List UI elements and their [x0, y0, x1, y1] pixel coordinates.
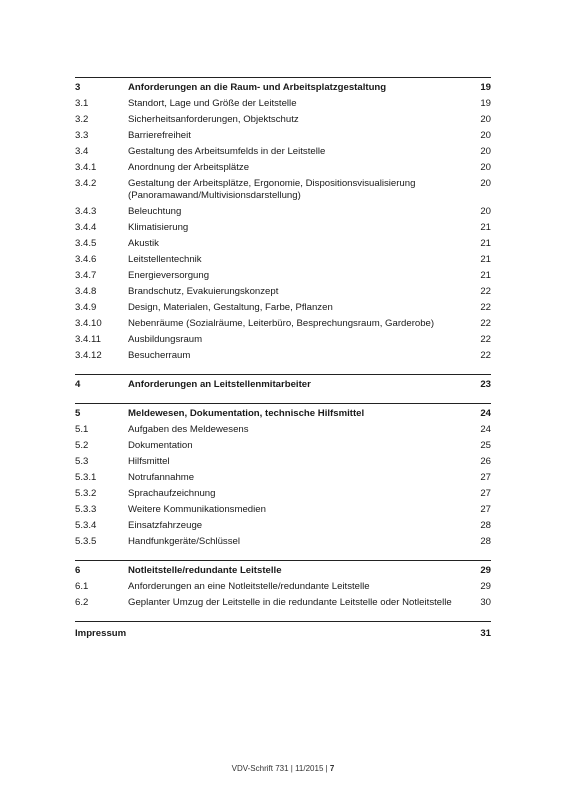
toc-title: Design, Materialen, Gestaltung, Farbe, Pflanzen — [128, 302, 333, 313]
toc-section-heading[interactable] — [75, 375, 491, 393]
toc-section-heading[interactable] — [75, 78, 491, 96]
impressum-title: Impressum — [75, 628, 127, 639]
toc-title: Barrierefreiheit — [128, 130, 191, 141]
toc-page-number: 21 — [480, 222, 491, 233]
toc-title: Sicherheitsanforderungen, Objektschutz — [128, 114, 299, 125]
toc-entry[interactable] — [75, 144, 491, 160]
toc-entry[interactable] — [75, 112, 491, 128]
toc-entry[interactable] — [75, 534, 491, 550]
toc-title: Akustik — [128, 238, 159, 249]
toc-page-number: 23 — [480, 379, 491, 390]
toc-entry[interactable] — [75, 160, 491, 176]
toc-entry[interactable] — [75, 470, 491, 486]
toc-entry[interactable] — [75, 486, 491, 502]
toc-page-number: 27 — [480, 488, 491, 499]
toc-number: 6.2 — [75, 597, 89, 608]
toc-entry[interactable] — [75, 502, 491, 518]
toc-entry[interactable] — [75, 204, 491, 220]
toc-title: Beleuchtung — [128, 206, 182, 217]
toc-page-number: 20 — [480, 178, 491, 189]
toc-number: 3.4.5 — [75, 238, 97, 249]
toc-entry[interactable] — [75, 220, 491, 236]
toc-number: 5.3.1 — [75, 472, 97, 483]
toc-page-number: 19 — [480, 98, 491, 109]
toc-number: 3.4.4 — [75, 222, 97, 233]
toc-entry[interactable] — [75, 128, 491, 144]
toc-number: 3.2 — [75, 114, 89, 125]
toc-page-number: 28 — [480, 520, 491, 531]
toc-number: 5.3.4 — [75, 520, 97, 531]
toc-entry[interactable] — [75, 454, 491, 470]
toc-number: 3.4.1 — [75, 162, 97, 173]
toc-entry[interactable] — [75, 316, 491, 332]
toc-number: 5.1 — [75, 424, 89, 435]
toc-page-number: 22 — [480, 286, 491, 297]
toc-title: Anordnung der Arbeitsplätze — [128, 162, 250, 173]
toc-title: Hilfsmittel — [128, 456, 170, 467]
toc-title: Gestaltung der Arbeitsplätze, Ergonomie, Dispositionsvisualisierung (Panoramawand/Multivisionsdarstellung) — [128, 178, 416, 201]
toc-section — [75, 560, 491, 611]
toc-entry[interactable] — [75, 422, 491, 438]
toc-number: 3.4.10 — [75, 318, 102, 329]
toc-title: Ausbildungsraum — [128, 334, 203, 345]
toc-entry[interactable] — [75, 268, 491, 284]
toc-title: Brandschutz, Evakuierungskonzept — [128, 286, 279, 297]
toc-section — [75, 374, 491, 393]
toc-number: 3 — [75, 82, 81, 93]
toc-title: Anforderungen an Leitstellenmitarbeiter — [128, 379, 311, 390]
toc-page-number: 20 — [480, 114, 491, 125]
toc-number: 3.4.6 — [75, 254, 97, 265]
toc-entry[interactable] — [75, 348, 491, 364]
toc-title: Meldewesen, Dokumentation, technische Hilfsmittel — [128, 408, 365, 419]
page-footer — [0, 764, 566, 773]
toc-title: Notleitstelle/redundante Leitstelle — [128, 565, 282, 576]
toc-number: 3.4.11 — [75, 334, 101, 345]
toc-title: Dokumentation — [128, 440, 193, 451]
toc-title: Anforderungen an die Raum- und Arbeitsplatzgestaltung — [128, 82, 387, 93]
toc-page-number: 29 — [480, 581, 491, 592]
toc-page-number: 22 — [480, 350, 491, 361]
toc-title: Sprachaufzeichnung — [128, 488, 216, 499]
toc-entry[interactable] — [75, 96, 491, 112]
toc-page-number: 19 — [480, 82, 491, 93]
footer-page-number: 7 — [329, 764, 335, 773]
toc-title: Einsatzfahrzeuge — [128, 520, 203, 531]
toc-entry[interactable] — [75, 300, 491, 316]
toc-page-number: 20 — [480, 206, 491, 217]
toc-title: Leitstellentechnik — [128, 254, 202, 265]
toc-title: Nebenräume (Sozialräume, Leiterbüro, Besprechungsraum, Garderobe) — [128, 318, 435, 329]
toc-title: Aufgaben des Meldewesens — [128, 424, 249, 435]
toc-entry[interactable] — [75, 438, 491, 454]
toc-title: Gestaltung des Arbeitsumfelds in der Leitstelle — [128, 146, 326, 157]
toc-number: 4 — [75, 379, 81, 390]
toc-title: Geplanter Umzug der Leitstelle in die redundante Leitstelle oder Notleitstelle — [128, 597, 452, 608]
toc-page-number: 20 — [480, 130, 491, 141]
toc-number: 3.4.3 — [75, 206, 97, 217]
toc-page-number: 24 — [480, 424, 491, 435]
toc-page-number: 28 — [480, 536, 491, 547]
toc-page-number: 24 — [480, 408, 491, 419]
toc-page-number: 20 — [480, 162, 491, 173]
toc-title: Klimatisierung — [128, 222, 189, 233]
toc-entry[interactable] — [75, 284, 491, 300]
toc-section — [75, 403, 491, 550]
toc-number: 3.4 — [75, 146, 89, 157]
toc-entry[interactable] — [75, 332, 491, 348]
toc-entry[interactable] — [75, 236, 491, 252]
toc-title: Anforderungen an eine Notleitstelle/redundante Leitstelle — [128, 581, 370, 592]
toc-impressum[interactable] — [75, 621, 491, 640]
toc-number: 6.1 — [75, 581, 89, 592]
toc-section-heading[interactable] — [75, 561, 491, 579]
toc-number: 3.4.2 — [75, 178, 97, 189]
toc-number: 3.3 — [75, 130, 89, 141]
toc-entry[interactable] — [75, 595, 491, 611]
toc-title: Notrufannahme — [128, 472, 195, 483]
table-of-contents — [75, 77, 491, 650]
toc-page-number: 27 — [480, 472, 491, 483]
toc-entry[interactable] — [75, 252, 491, 268]
toc-title: Energieversorgung — [128, 270, 210, 281]
toc-entry[interactable] — [75, 518, 491, 534]
toc-page-number: 21 — [480, 270, 491, 281]
toc-page-number: 22 — [480, 302, 491, 313]
toc-number: 3.4.7 — [75, 270, 97, 281]
toc-title: Handfunkgeräte/Schlüssel — [128, 536, 240, 547]
toc-page-number: 27 — [480, 504, 491, 515]
toc-entry[interactable] — [75, 579, 491, 595]
toc-number: 5.3.3 — [75, 504, 97, 515]
toc-page-number: 20 — [480, 146, 491, 157]
toc-title: Weitere Kommunikationsmedien — [128, 504, 266, 515]
toc-number: 5.3.5 — [75, 536, 97, 547]
toc-number: 3.4.8 — [75, 286, 97, 297]
impressum-page-number: 31 — [480, 628, 491, 639]
toc-number: 5.2 — [75, 440, 89, 451]
toc-number: 3.1 — [75, 98, 89, 109]
toc-number: 5.3.2 — [75, 488, 97, 499]
toc-number: 6 — [75, 565, 81, 576]
toc-page-number: 22 — [480, 318, 491, 329]
footer-text: VDV-Schrift 731 | 11/2015 | — [231, 764, 328, 773]
toc-page-number: 22 — [480, 334, 491, 345]
toc-page-number: 26 — [480, 456, 491, 467]
toc-page-number: 30 — [480, 597, 491, 608]
toc-number: 5.3 — [75, 456, 89, 467]
toc-title: Besucherraum — [128, 350, 191, 361]
toc-entry[interactable] — [75, 176, 491, 204]
toc-page-number: 25 — [480, 440, 491, 451]
toc-page-number: 29 — [480, 565, 491, 576]
toc-section — [75, 77, 491, 364]
toc-page-number: 21 — [480, 254, 491, 265]
toc-number: 3.4.12 — [75, 350, 102, 361]
toc-page-number: 21 — [480, 238, 491, 249]
toc-title: Standort, Lage und Größe der Leitstelle — [128, 98, 297, 109]
toc-number: 3.4.9 — [75, 302, 97, 313]
toc-number: 5 — [75, 408, 81, 419]
toc-section-heading[interactable] — [75, 404, 491, 422]
